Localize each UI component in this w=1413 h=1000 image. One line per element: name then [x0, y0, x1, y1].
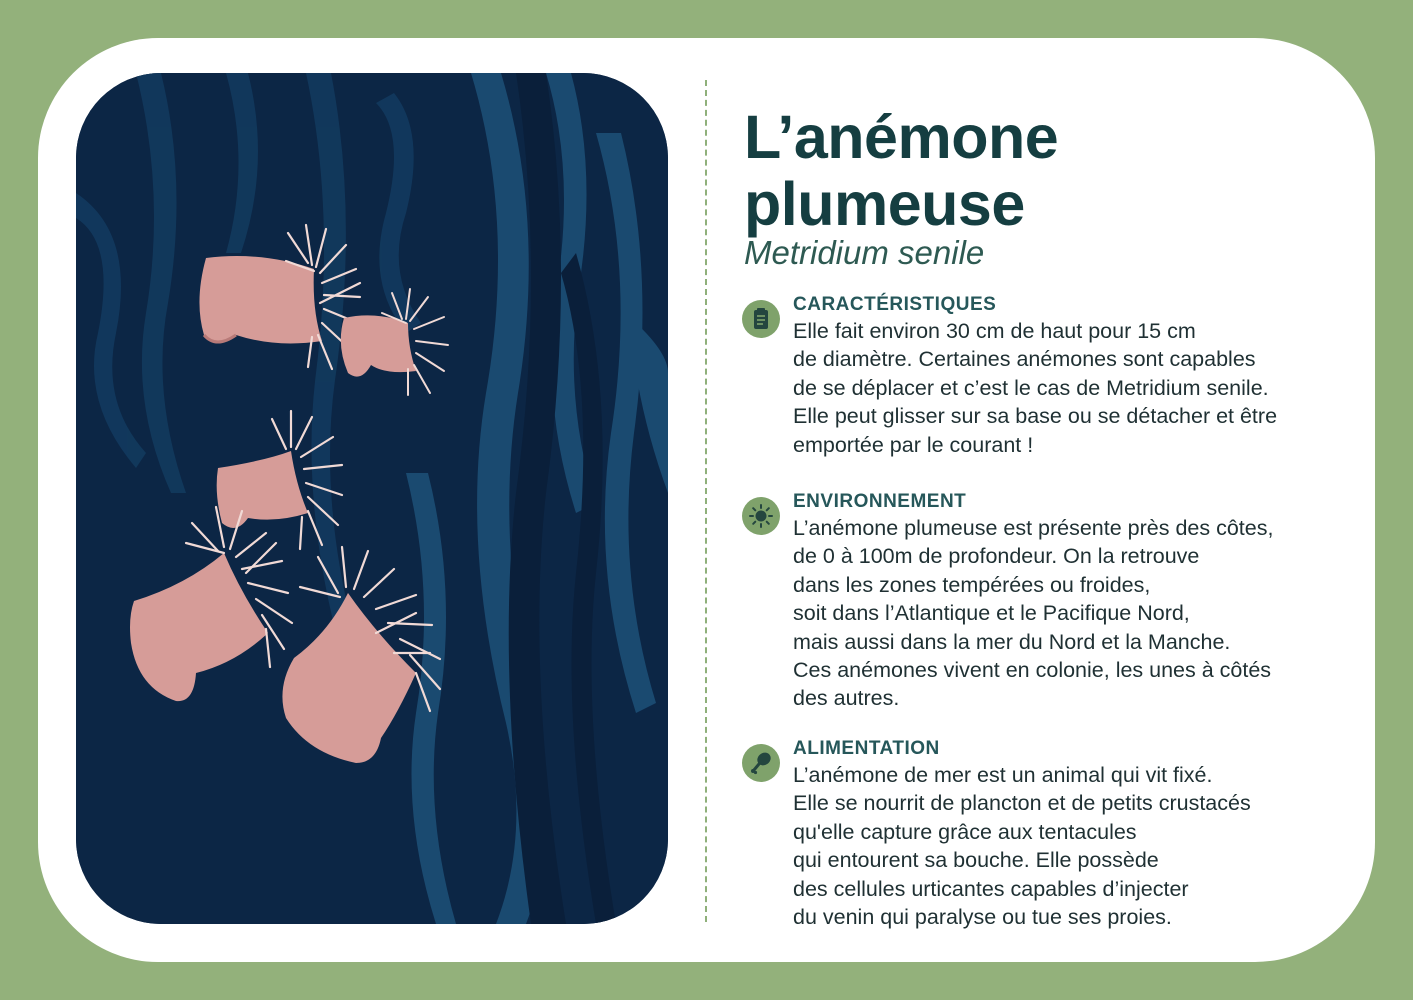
sun-icon: [742, 497, 780, 535]
section-body: [793, 317, 1277, 459]
title-line-2: plumeuse: [744, 170, 1025, 238]
body-line: Elle fait environ 30 cm de haut pour 15 cm: [793, 319, 1196, 343]
section-body: [793, 514, 1273, 713]
drumstick-icon: [742, 744, 780, 782]
body-line: de diamètre. Certaines anémones sont capables: [793, 347, 1256, 372]
body-line: soit dans l’Atlantique et le Pacifique Nord,: [793, 601, 1190, 626]
body-line: de se déplacer et c’est le cas de Metridium senile.: [793, 375, 1269, 400]
body-line: dans les zones tempérées ou froides,: [793, 572, 1151, 597]
section-heading: ENVIRONNEMENT: [793, 491, 967, 512]
body-line: qu'elle capture grâce aux tentacules: [793, 819, 1137, 844]
body-line: L’anémone plumeuse est présente près des côtes,: [793, 516, 1274, 540]
body-line: L’anémone de mer est un animal qui vit fixé.: [793, 763, 1213, 787]
body-line: mais aussi dans la mer du Nord et la Manche.: [793, 629, 1231, 654]
section-heading: ALIMENTATION: [793, 738, 940, 759]
body-line: Elle se nourrit de plancton et de petits crustacés: [793, 791, 1251, 816]
body-line: emportée par le courant !: [793, 432, 1034, 457]
anemone-illustration: [76, 73, 668, 924]
body-line: Ces anémones vivent en colonie, les unes à côtés: [793, 658, 1272, 683]
body-line: qui entourent sa bouche. Elle possède: [793, 848, 1159, 873]
clipboard-icon: [742, 300, 780, 338]
body-line: des autres.: [793, 686, 900, 711]
section-body: [793, 761, 1251, 931]
latin-name: Metridium senile: [744, 234, 985, 271]
page-title: [744, 104, 1058, 238]
title-line-1: L’anémone: [744, 103, 1059, 171]
section-heading: CARACTÉRISTIQUES: [793, 294, 997, 315]
body-line: de 0 à 100m de profondeur. On la retrouve: [793, 544, 1200, 569]
body-line: des cellules urticantes capables d’injecter: [793, 876, 1189, 901]
body-line: du venin qui paralyse ou tue ses proies.: [793, 905, 1172, 930]
divider: [705, 80, 707, 922]
body-line: Elle peut glisser sur sa base ou se détacher et être: [793, 404, 1278, 429]
